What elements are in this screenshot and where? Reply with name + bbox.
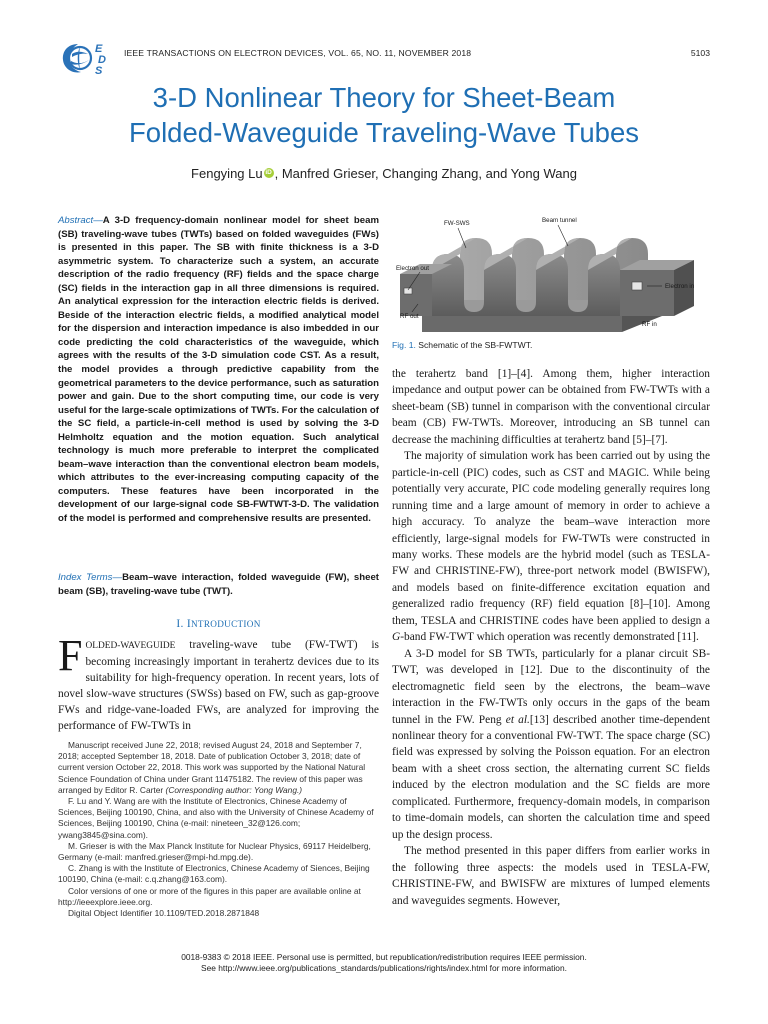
footnote-affiliation-3: C. Zhang is with the Institute of Electronics, Chinese Academy of Siences, Beijing 100190, China (e-mail: c.q.zhang@163.com). (58, 863, 370, 885)
label-rf-out: RF out (400, 313, 419, 320)
first-author: Fengying Lu (191, 166, 263, 181)
et-al-italic: et al. (505, 713, 530, 726)
section-heading-introduction (58, 618, 379, 630)
label-fw-sws: FW-SWS (444, 220, 470, 227)
drop-cap: F (58, 631, 83, 680)
logo-letter-e: E (95, 43, 103, 55)
right-column-body (392, 366, 710, 909)
orcid-icon[interactable]: iD (265, 169, 272, 176)
left-block-front (400, 274, 432, 316)
page-header (58, 38, 710, 78)
footnote-affiliation-2: M. Grieser is with the Max Planck Institute for Nuclear Physics, 69117 Heidelberg, Germany (e-mail: manfred.grieser@mpi-hd.mpg.de). (58, 840, 371, 863)
abstract-text: A 3-D frequency-domain nonlinear model for sheet beam (SB) traveling-wave tubes (TWTs) based on folded waveguides (FWs) is presented in this paper. The SB with finite thickness is a 3-D asymmetric system. To characterize such a system, an accurate description of the radio frequency (RF) fields and the space charge (SC) fields in the interaction gap in all three dimensions is required. An analytical expression for the interaction electric fields is derived. Beside of the interaction electric fields, a modified analytical model for the dispersion and interaction impedance is also imbedded in our code predicting the cold characteristics of the waveguide, which agrees with the results of the 3-D simulation code CST. As a result, the model provides a through predictive capability from the geometrical parameters to the device performance, such as saturation power and gain. Due to the short computing time, our code is very useful for the large-scale optimizations of TWTs. For the calculation of the SC field, a particle-in-cell method is used by solving the 3-D Helmholtz equation and the motion equation. Such analytical technology is much more preferable to interpret the complicated beam–wave interaction than the conventional electron beam models, which attributes to the ever-increasing computing capacity of the computers. These features have been incorporated in the development of our large-signal code SB-FWTWT-3-D. The validation of the model is performed and comprehensive results are presented. (58, 215, 379, 525)
figure-sb-fwtwt-schematic (392, 208, 710, 348)
figure-caption-text: Schematic of the SB-FWTWT. (418, 340, 533, 350)
intro-paragraph (58, 631, 379, 735)
right-paragraph-1: the terahertz band [1]–[4]. Among them, higher interaction impedance and output power can be obtained from FW-TWTs with a sheet-beam (SB) tunnel in comparison with the conventional circular beam (CB) FW-TWTs. Moreover, introducing an SB tunnel can decrease the machining difficulties at terahertz band [5]–[7]. (392, 368, 710, 446)
footnotes (58, 740, 379, 919)
copyright-notice (40, 952, 728, 974)
title-line-1: 3-D Nonlinear Theory for Sheet-Beam (152, 82, 616, 113)
label-beam-tunnel: Beam tunnel (542, 217, 577, 224)
right-paragraph-3-text: A 3-D model for SB TWTs, particularly for a planar circuit SB-TWT, was developed in [12]. Due to the discontinuity of the electromagnetic field seen by the electrons, the beam–wave interaction in the FW-TWTs only occurs in the gaps of the beam tunnel in the FW. Peng (392, 647, 710, 726)
index-terms (58, 571, 379, 598)
right-block-front (620, 270, 674, 316)
section-first-letter: I (186, 618, 191, 630)
index-terms-label: Index Terms— (58, 572, 123, 583)
eds-logo-icon (58, 38, 116, 78)
footnote-color-versions: Color versions of one or more of the figures in this paper are available online at http://ieeexplore.ieee.org. (58, 885, 361, 907)
footnote-affiliation-1: F. Lu and Y. Wang are with the Institute of Electronics, Chinese Academy of Sciences, Beijing 100190, China, and also with the University of Chinese Academy of Sciences, Beijing 100190, China (e-mail: nineteen_32@126.com; ywang3845@sina.com). (58, 796, 374, 840)
abstract (58, 214, 379, 526)
leader-beam-tunnel (558, 225, 568, 246)
abstract-label: Abstract— (58, 215, 103, 226)
copyright-line-1: 0018-9383 © 2018 IEEE. Personal use is permitted, but republication/redistribution requires IEEE permission. (181, 952, 587, 962)
logo-letter-d: D (98, 54, 106, 66)
section-number: I. (176, 618, 187, 630)
title-line-2: Folded-Waveguide Traveling-Wave Tubes (128, 117, 639, 148)
intro-text: traveling-wave tube (FW-TWT) is becoming increasingly important in terahertz devices due to its suitability for high-frequency operation. In recent years, lots of novel slow-wave structures (SWSs) based on FW, such as gap-groove FWs and ridge-vane-loaded FWs, are analyzed for improving the performance of FW-TWTs in (58, 639, 379, 733)
right-paragraph-2 (392, 448, 710, 645)
author-list (40, 166, 728, 181)
beam-tunnel-inlet (404, 288, 412, 294)
g-band-italic: G (392, 631, 401, 644)
right-paragraph-2-end: -band FW-TWT which operation was recently demonstrated [11]. (400, 631, 699, 644)
figure-number[interactable]: Fig. 1. (392, 340, 416, 350)
label-electron-in: Electron in (665, 283, 695, 290)
label-rf-in: RF in (642, 321, 657, 328)
base-front-face (422, 316, 622, 332)
figure-caption (392, 340, 710, 350)
right-paragraph-4: The method presented in this paper differs from earlier works in the following three aspects: the models used in TESLA-FW, CHRISTINE-FW, and BWISFW are mixtures of lumped elements and waveguides segments. However, (392, 845, 710, 907)
footnote-manuscript-text: Manuscript received June 22, 2018; revised August 24, 2018 and September 7, 2018; accepted September 18, 2018. Date of publication October 3, 2018; date of current version October 22, 2018. This work was supported by the National Natural Science Foundation of China under Grant 11475182. The review of this paper was arranged by Editor R. Carter (58, 740, 366, 795)
beam-tunnel-slot (632, 282, 642, 290)
journal-citation: IEEE TRANSACTIONS ON ELECTRON DEVICES, VOL. 65, NO. 11, NOVEMBER 2018 (124, 48, 472, 58)
logo-letter-s: S (95, 65, 103, 77)
intro-smallcaps: OLDED-WAVEGUIDE (85, 641, 176, 651)
corresponding-author: (Corresponding author: Yong Wang.) (165, 784, 303, 795)
section-title-rest: NTRODUCTION (190, 619, 261, 629)
right-paragraph-3-end: [13] described another time-dependent nonlinear theory for a conventional FW-TWT. The space charge (SC) field was expressed by solving the Poisson equation. For an electron beam with a sheet cross section, the alternating current SC fields induced by the electron modulation and the SC fields are more complicated. Furthermore, frequency-domain models, in comparison to time-domain models, can shorten the calculation time and speed up the design process. (392, 713, 711, 841)
footnote-doi: Digital Object Identifier 10.1109/TED.2018.2871848 (68, 908, 260, 919)
other-authors: , Manfred Grieser, Changing Zhang, and Yong Wang (274, 166, 577, 181)
footnote-manuscript (58, 740, 379, 796)
index-terms-text: Beam–wave interaction, folded waveguide (FW), sheet beam (SB), traveling-wave tube (TWT). (58, 572, 379, 597)
right-paragraph-3 (392, 646, 710, 843)
page-number: 5103 (690, 48, 710, 58)
paper-title (40, 80, 728, 150)
right-paragraph-2-text: The majority of simulation work has been carried out by using the particle-in-cell (PIC) codes, such as CST and MAGIC. While being potentially very accurate, PIC code modeling generally requires long running time and a large amount of memory in order to achieve a high accuracy. To analyze the beam–wave interaction more efficiently, large-signal models for FW-TWTs were constructed in many works. These models are the hybrid model (such as TESLA-FW and CHRISTINE-FW), three-port network model (BWISFW), and models based on finite-difference excitation equation and generalized radio frequency (RF) field equation [8]–[10]. Among them, TESLA and CHRISTINE codes have been applied to design a (392, 450, 710, 627)
label-electron-out: Electron out (396, 265, 430, 272)
copyright-line-2[interactable]: See http://www.ieee.org/publications_standards/publications/rights/index.html for more information. (201, 963, 567, 974)
